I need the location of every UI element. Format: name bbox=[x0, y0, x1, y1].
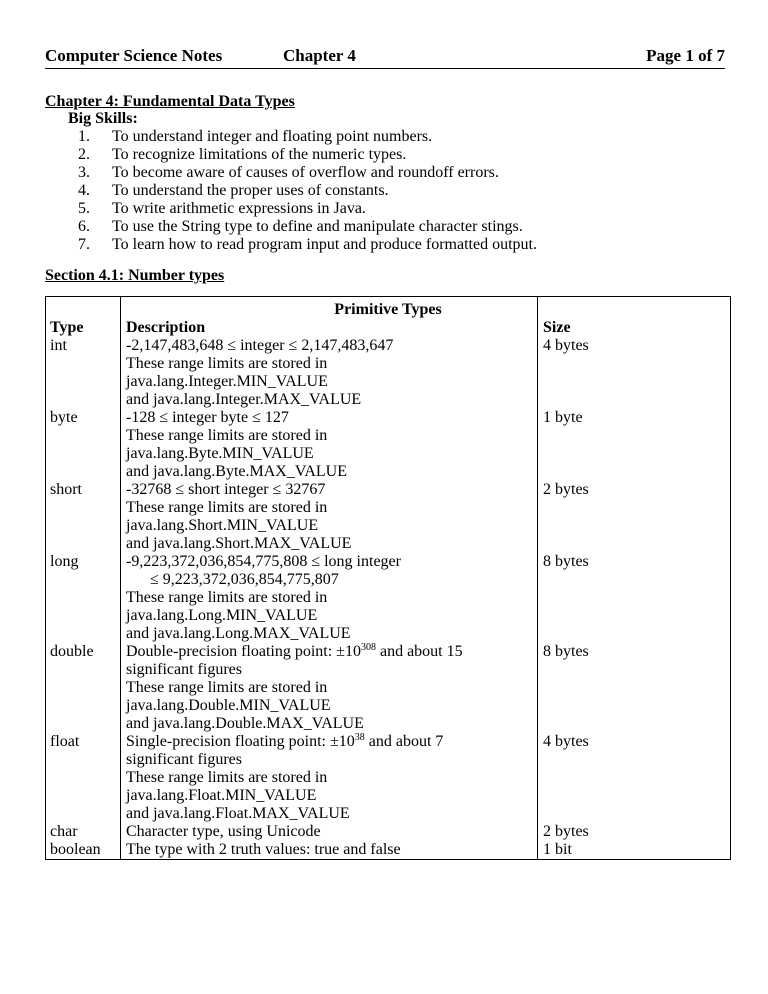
double-description bbox=[126, 643, 534, 733]
type-column bbox=[50, 319, 118, 859]
description-line: and java.lang.Integer.MAX_VALUE bbox=[126, 391, 362, 408]
boolean-description bbox=[126, 841, 534, 859]
description-text: Single-precision floating point: ±10 bbox=[126, 733, 355, 750]
description-line: -2,147,483,648 ≤ integer ≤ 2,147,483,647 bbox=[126, 337, 394, 354]
description-line: These range limits are stored in bbox=[126, 499, 328, 516]
size-column bbox=[543, 319, 723, 859]
type-cell: long bbox=[50, 553, 79, 570]
type-column-header: Type bbox=[50, 319, 84, 336]
long-description bbox=[126, 553, 534, 643]
skill-item bbox=[68, 200, 537, 218]
type-cell: byte bbox=[50, 409, 78, 426]
description-line bbox=[126, 733, 534, 751]
chapter-title: Chapter 4: Fundamental Data Types bbox=[45, 93, 295, 110]
skill-text: To learn how to read program input and produce formatted output. bbox=[112, 236, 537, 253]
size-cell: 1 bit bbox=[543, 841, 572, 858]
description-line: java.lang.Double.MIN_VALUE bbox=[126, 697, 331, 714]
skill-number: 3. bbox=[78, 164, 90, 181]
size-cell: 4 bytes bbox=[543, 733, 589, 750]
skill-number: 1. bbox=[78, 128, 90, 145]
type-cell: short bbox=[50, 481, 82, 498]
description-line: -9,223,372,036,854,775,808 ≤ long integer bbox=[126, 553, 401, 570]
description-line: and java.lang.Double.MAX_VALUE bbox=[126, 715, 364, 732]
description-line: and java.lang.Byte.MAX_VALUE bbox=[126, 463, 347, 480]
size-cell: 1 byte bbox=[543, 409, 583, 426]
skill-item bbox=[68, 146, 537, 164]
description-line: significant figures bbox=[126, 751, 242, 768]
description-line: and java.lang.Long.MAX_VALUE bbox=[126, 625, 351, 642]
size-cell: 8 bytes bbox=[543, 643, 589, 660]
size-cell: 8 bytes bbox=[543, 553, 589, 570]
description-line: These range limits are stored in bbox=[126, 355, 328, 372]
description-text: Double-precision floating point: ±10 bbox=[126, 643, 361, 660]
exponent: 38 bbox=[354, 732, 365, 743]
description-line: -32768 ≤ short integer ≤ 32767 bbox=[126, 481, 326, 498]
header-page-number: Page 1 of 7 bbox=[646, 46, 725, 65]
column-divider bbox=[120, 297, 121, 859]
skills-list bbox=[68, 128, 537, 254]
skill-number: 2. bbox=[78, 146, 90, 163]
description-line: These range limits are stored in bbox=[126, 589, 328, 606]
skill-item bbox=[68, 164, 537, 182]
description-line bbox=[126, 643, 534, 661]
size-cell: 2 bytes bbox=[543, 481, 589, 498]
size-column-header: Size bbox=[543, 319, 571, 336]
header-course-title: Computer Science Notes bbox=[45, 46, 223, 65]
size-cell: 2 bytes bbox=[543, 823, 589, 840]
skill-number: 6. bbox=[78, 218, 90, 235]
description-line: -128 ≤ integer byte ≤ 127 bbox=[126, 409, 289, 426]
skill-number: 7. bbox=[78, 236, 90, 253]
description-line: ≤ 9,223,372,036,854,775,807 bbox=[150, 571, 339, 588]
description-line: java.lang.Integer.MIN_VALUE bbox=[126, 373, 328, 390]
skill-item bbox=[68, 218, 537, 236]
skill-text: To use the String type to define and manipulate character stings. bbox=[112, 218, 523, 235]
big-skills-label: Big Skills: bbox=[68, 110, 138, 127]
skill-text: To understand integer and floating point numbers. bbox=[112, 128, 433, 145]
skill-item bbox=[68, 182, 537, 200]
description-line: These range limits are stored in bbox=[126, 769, 328, 786]
short-description bbox=[126, 481, 534, 553]
description-line: and java.lang.Float.MAX_VALUE bbox=[126, 805, 350, 822]
skill-item bbox=[68, 236, 537, 254]
description-line: Character type, using Unicode bbox=[126, 823, 321, 840]
skill-item bbox=[68, 128, 537, 146]
type-cell: boolean bbox=[50, 841, 101, 858]
table-caption: Primitive Types bbox=[334, 301, 442, 318]
type-cell: char bbox=[50, 823, 78, 840]
skill-number: 4. bbox=[78, 182, 90, 199]
skill-text: To become aware of causes of overflow and roundoff errors. bbox=[112, 164, 499, 181]
description-text: and about 7 bbox=[364, 733, 444, 750]
size-cell: 4 bytes bbox=[543, 337, 589, 354]
description-line: significant figures bbox=[126, 661, 242, 678]
skill-text: To recognize limitations of the numeric types. bbox=[112, 146, 407, 163]
description-line: and java.lang.Short.MAX_VALUE bbox=[126, 535, 352, 552]
skill-text: To write arithmetic expressions in Java. bbox=[112, 200, 366, 217]
skill-number: 5. bbox=[78, 200, 90, 217]
int-description bbox=[126, 337, 534, 409]
description-line: java.lang.Byte.MIN_VALUE bbox=[126, 445, 314, 462]
section-title: Section 4.1: Number types bbox=[45, 267, 225, 284]
type-cell: float bbox=[50, 733, 80, 750]
skill-text: To understand the proper uses of constants. bbox=[112, 182, 389, 199]
page-header bbox=[45, 46, 725, 69]
description-line: java.lang.Float.MIN_VALUE bbox=[126, 787, 317, 804]
type-cell: int bbox=[50, 337, 67, 354]
primitive-types-table bbox=[45, 296, 731, 860]
description-text: and about 15 bbox=[375, 643, 463, 660]
description-column bbox=[126, 319, 534, 859]
description-line: java.lang.Short.MIN_VALUE bbox=[126, 517, 319, 534]
char-description bbox=[126, 823, 534, 841]
header-chapter: Chapter 4 bbox=[283, 46, 356, 65]
description-line: java.lang.Long.MIN_VALUE bbox=[126, 607, 318, 624]
float-description bbox=[126, 733, 534, 823]
column-divider bbox=[537, 297, 538, 859]
description-line: The type with 2 truth values: true and false bbox=[126, 841, 401, 858]
description-column-header: Description bbox=[126, 319, 206, 336]
description-line: These range limits are stored in bbox=[126, 679, 328, 696]
exponent: 308 bbox=[360, 642, 376, 653]
type-cell: double bbox=[50, 643, 94, 660]
byte-description bbox=[126, 409, 534, 481]
description-line: These range limits are stored in bbox=[126, 427, 328, 444]
